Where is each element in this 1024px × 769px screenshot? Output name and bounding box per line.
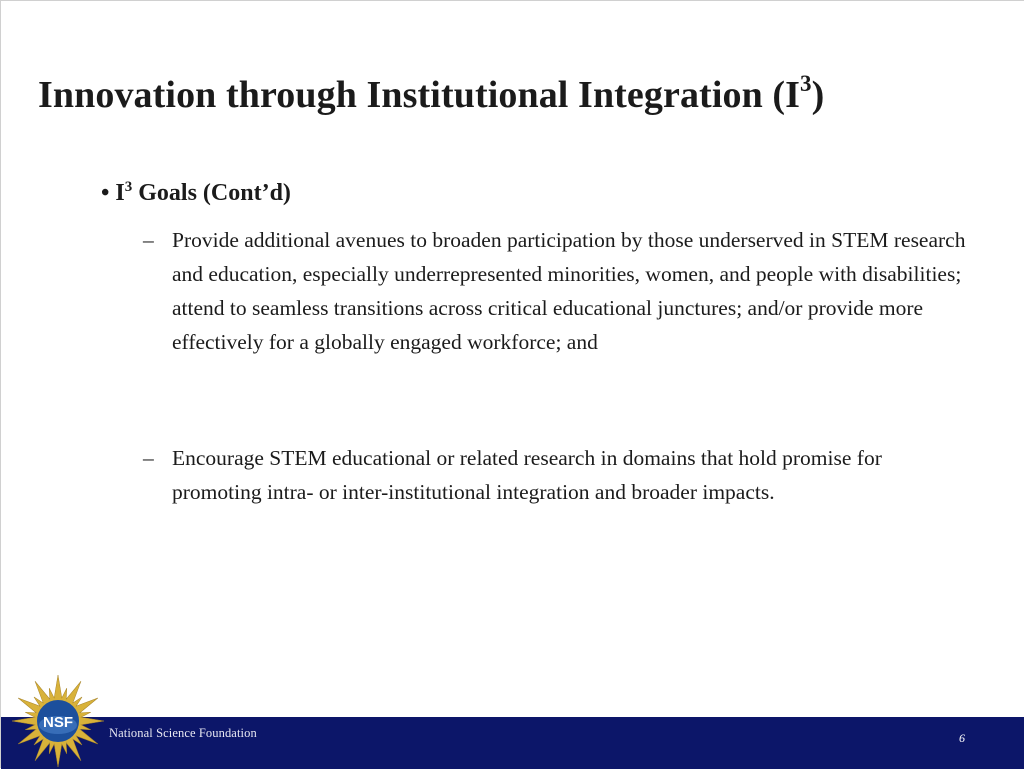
dash-bullet: –	[143, 446, 154, 470]
goals-superscript: 3	[124, 179, 133, 195]
footer-bar	[1, 717, 1024, 769]
organization-name: National Science Foundation	[109, 726, 257, 740]
title-text: Innovation through Institutional Integration (I	[38, 74, 801, 116]
title-closing: )	[811, 74, 825, 116]
subitem-broaden-participation	[143, 223, 973, 359]
subitem-text: Provide additional avenues to broaden participation by those underserved in STEM research and education, especially underrepresented minorities, women, and people with disabilities; attend to seamless transitions across critical educational junctures; and/or provide more effectively for a globally engaged workforce; and	[172, 228, 966, 354]
dash-bullet: –	[143, 228, 154, 252]
nsf-logo-icon	[11, 673, 111, 769]
title-superscript: 3	[800, 71, 812, 97]
subitem-encourage-research	[143, 441, 973, 509]
slide-title	[38, 73, 824, 117]
bullet-icon: •	[101, 180, 116, 206]
logo-text: NSF	[43, 714, 73, 731]
goals-bullet	[101, 179, 291, 207]
page-number: 6	[959, 731, 965, 745]
subitem-text: Encourage STEM educational or related research in domains that hold promise for promoting intra- or inter-institutional integration and broader impacts.	[172, 446, 882, 504]
goals-prefix: I	[115, 180, 125, 206]
goals-heading-text: Goals (Cont’d)	[132, 180, 291, 206]
